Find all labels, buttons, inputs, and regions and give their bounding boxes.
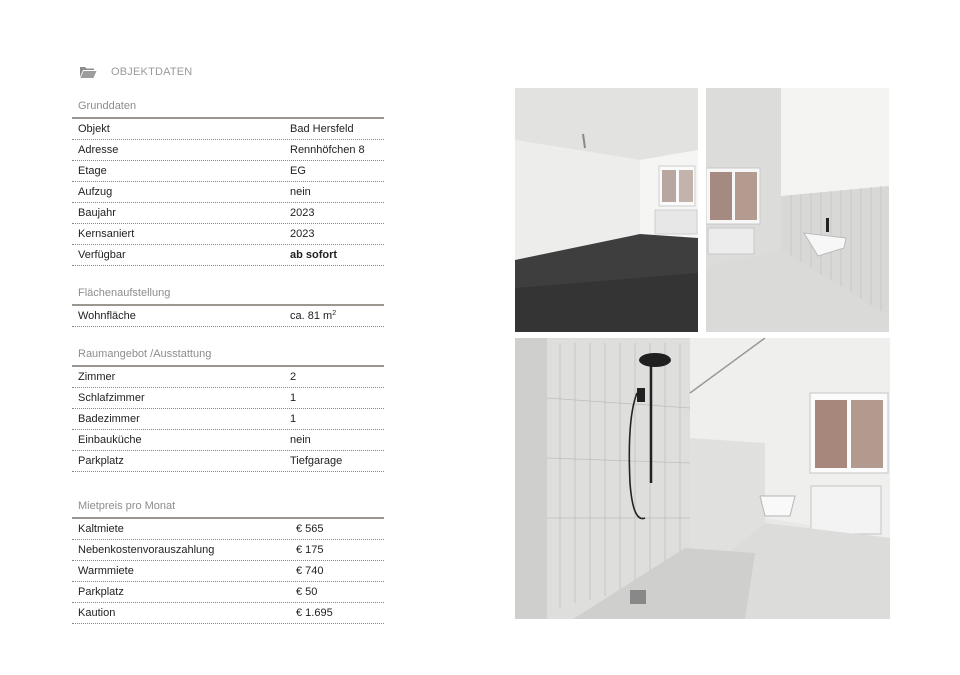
section-title-mietpreis: Mietpreis pro Monat xyxy=(78,500,176,512)
area-unit-exponent: 2 xyxy=(332,310,337,317)
section-title-grunddaten: Grunddaten xyxy=(78,100,137,112)
table-row xyxy=(72,161,384,182)
row-value: nein xyxy=(290,434,311,446)
area-value: ca. 81 m xyxy=(290,310,333,322)
row-value: Rennhöfchen 8 xyxy=(290,144,365,156)
row-label: Verfügbar xyxy=(78,249,126,261)
table-row xyxy=(72,367,384,388)
row-value: 1 xyxy=(290,413,297,425)
row-value: € 50 xyxy=(296,586,318,598)
row-label: Badezimmer xyxy=(78,413,140,425)
row-label: Etage xyxy=(78,165,107,177)
photo-bathroom-shower xyxy=(515,338,890,619)
row-value: ab sofort xyxy=(290,249,338,261)
row-label: Adresse xyxy=(78,144,119,156)
photo-bathroom-sink xyxy=(706,88,889,332)
row-value: € 1.695 xyxy=(296,607,333,619)
table-row xyxy=(72,540,384,561)
row-value: € 175 xyxy=(296,544,324,556)
row-label: Aufzug xyxy=(78,186,113,198)
table-row xyxy=(72,603,384,624)
row-value: 2023 xyxy=(290,228,315,240)
table-row xyxy=(72,519,384,540)
row-label: Wohnfläche xyxy=(78,310,136,322)
row-value: nein xyxy=(290,186,311,198)
row-value: EG xyxy=(290,165,306,177)
grunddaten-section xyxy=(72,98,384,266)
section-title-flaechen: Flächenaufstellung xyxy=(78,287,171,299)
table-row xyxy=(72,451,384,472)
table-row xyxy=(72,119,384,140)
row-label: Nebenkostenvorauszahlung xyxy=(78,544,215,556)
table-row xyxy=(72,582,384,603)
row-label: Objekt xyxy=(78,123,110,135)
table-row xyxy=(72,561,384,582)
row-label: Parkplatz xyxy=(78,455,124,467)
row-value: Tiefgarage xyxy=(290,455,343,467)
table-row xyxy=(72,388,384,409)
row-label: Schlafzimmer xyxy=(78,392,145,404)
row-label: Einbauküche xyxy=(78,434,142,446)
row-value: 2023 xyxy=(290,207,315,219)
row-value: € 565 xyxy=(296,523,324,535)
row-label: Zimmer xyxy=(78,371,116,383)
row-label: Kernsaniert xyxy=(78,228,135,240)
table-row xyxy=(72,224,384,245)
table-row xyxy=(72,430,384,451)
page-title: OBJEKTDATEN xyxy=(111,66,193,78)
row-label: Kaution xyxy=(78,607,116,619)
raumangebot-section xyxy=(72,346,384,472)
table-row xyxy=(72,203,384,224)
table-row xyxy=(72,182,384,203)
row-label: Kaltmiete xyxy=(78,523,124,535)
row-value: 2 xyxy=(290,371,297,383)
folder-open-icon xyxy=(79,65,97,79)
table-row xyxy=(72,409,384,430)
table-row xyxy=(72,306,384,327)
table-row xyxy=(72,140,384,161)
row-value xyxy=(284,310,336,322)
section-header xyxy=(79,62,192,82)
table-row xyxy=(72,245,384,266)
row-label: Parkplatz xyxy=(78,586,124,598)
row-value: Bad Hersfeld xyxy=(290,123,354,135)
photo-living-room xyxy=(515,88,698,332)
flaechen-section xyxy=(72,285,384,327)
mietpreis-section xyxy=(72,498,384,624)
row-value: € 740 xyxy=(296,565,324,577)
row-value: 1 xyxy=(290,392,297,404)
row-label: Baujahr xyxy=(78,207,116,219)
row-label: Warmmiete xyxy=(78,565,134,577)
section-title-raumangebot: Raumangebot /Ausstattung xyxy=(78,348,212,360)
